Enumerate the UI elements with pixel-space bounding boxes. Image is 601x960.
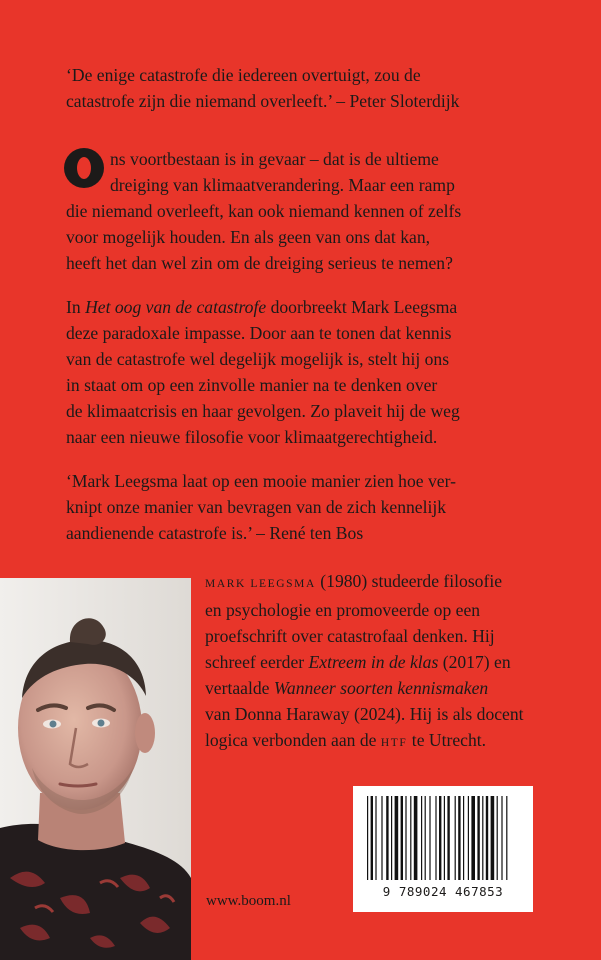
bio-line [205, 649, 565, 675]
author-name: MARK LEEGSMA [205, 578, 316, 590]
publisher-website: www.boom.nl [206, 893, 291, 909]
barcode-bar [381, 796, 382, 880]
intro-paragraph [66, 146, 566, 276]
barcode-bar [435, 796, 436, 880]
barcode-bar [414, 796, 418, 880]
bio-text: te Utrecht. [407, 730, 487, 750]
organisation-name: HTF [380, 737, 408, 749]
isbn-barcode [353, 786, 533, 912]
review-line: knipt onze manier van bevragen van de zich kennelijk [66, 497, 447, 517]
author-bio [205, 568, 565, 756]
barcode-bar [444, 796, 445, 880]
epigraph-line: catastrofe zijn die niemand overleeft.’ – Peter Sloterdijk [66, 91, 460, 111]
bio-text: (2017) en [438, 652, 511, 672]
description-prefix: In [66, 297, 86, 317]
author-photo [0, 578, 191, 960]
intro-line: ns voortbestaan is in gevaar – dat is de ultieme [110, 149, 439, 169]
barcode-bar [391, 796, 392, 880]
barcode-bar [477, 796, 479, 880]
isbn-number: 9 789024 467853 [382, 884, 504, 899]
barcode-bar [501, 796, 502, 880]
description-line: naar een nieuwe filosofie voor klimaatgerechtigheid. [66, 427, 438, 447]
description-line: van de catastrofe wel degelijk mogelijk is, stelt hij ons [66, 349, 450, 369]
description-suffix: doorbreekt Mark Leegsma [266, 297, 458, 317]
barcode-bar [491, 796, 495, 880]
bio-text: logica verbonden aan de [205, 730, 381, 750]
intro-line: die niemand overleeft, kan ook niemand kennen of zelfs [66, 201, 462, 221]
bio-line: en psychologie en promoveerde op een [205, 600, 481, 620]
review-line: ‘Mark Leegsma laat op een mooie manier zien hoe ver- [66, 471, 456, 491]
barcode-bar [455, 796, 456, 880]
barcode-bars [367, 796, 519, 882]
barcode-bar [458, 796, 460, 880]
barcode-bar [471, 796, 475, 880]
description-line: in staat om op een zinvolle manier na te denken over [66, 375, 438, 395]
barcode-bar [439, 796, 441, 880]
description-paragraph [66, 294, 566, 450]
barcode-bar [375, 796, 376, 880]
intro-line: voor mogelijk houden. En als geen van ons dat kan, [66, 227, 431, 247]
bio-line: van Donna Haraway (2024). Hij is als docent [205, 704, 524, 724]
book-title: Het oog van de catastrofe [85, 297, 267, 317]
review-quote [66, 468, 566, 546]
barcode-bar [497, 796, 498, 880]
barcode-bar [463, 796, 464, 880]
previous-book-title: Extreem in de klas [308, 652, 439, 672]
translated-book-title: Wanneer soorten kennismaken [273, 678, 489, 698]
barcode-bar [425, 796, 426, 880]
review-line: aandienende catastrofe is.’ – René ten Bos [66, 523, 364, 543]
description-line: deze paradoxale impasse. Door aan te tonen dat kennis [66, 323, 452, 343]
barcode-bar [482, 796, 483, 880]
intro-line: heeft het dan wel zin om de dreiging serieus te nemen? [66, 253, 453, 273]
barcode-bar [395, 796, 399, 880]
bio-text: (1980) studeerde filosofie [315, 571, 503, 591]
barcode-bar [371, 796, 373, 880]
bio-line: proefschrift over catastrofaal denken. Hij [205, 626, 495, 646]
bio-line [205, 675, 565, 701]
bio-text: schreef eerder [205, 652, 309, 672]
epigraph-quote [66, 62, 566, 114]
bio-line [205, 727, 565, 756]
bio-text: vertaalde [205, 678, 274, 698]
barcode-bar [429, 796, 430, 880]
barcode-bar [410, 796, 411, 880]
barcode-bar [468, 796, 469, 880]
bio-line [205, 568, 565, 597]
barcode-bar [405, 796, 406, 880]
barcode-bar [447, 796, 449, 880]
barcode-bar [367, 796, 368, 880]
intro-line: dreiging van klimaatverandering. Maar een ramp [110, 175, 455, 195]
description-line [66, 294, 566, 320]
author-portrait-illustration [0, 578, 191, 960]
description-line: de klimaatcrisis en haar gevolgen. Zo plaveit hij de weg [66, 401, 460, 421]
barcode-bar [401, 796, 403, 880]
barcode-bar [486, 796, 488, 880]
barcode-bar [506, 796, 507, 880]
epigraph-line: ‘De enige catastrofe die iedereen overtuigt, zou de [66, 65, 421, 85]
barcode-bar [421, 796, 422, 880]
barcode-bar [386, 796, 388, 880]
